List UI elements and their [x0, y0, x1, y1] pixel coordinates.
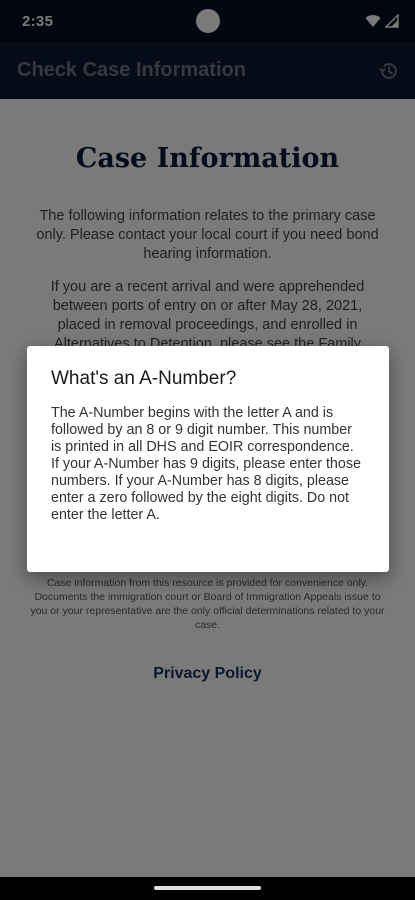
a-number-dialog [27, 346, 389, 572]
home-indicator[interactable] [154, 886, 261, 890]
gesture-nav-bar [0, 877, 415, 900]
dialog-title: What's an A-Number? [51, 368, 237, 389]
dialog-body: The A-Number begins with the letter A and is followed by an 8 or 9 digit number. This number is printed in all DHS and EOIR correspondence. If your A-Number has 9 digits, please enter those numbers. If your A-Number has 8 digits, please enter a zero followed by the eight digits. Do not enter the letter A. [51, 405, 361, 523]
